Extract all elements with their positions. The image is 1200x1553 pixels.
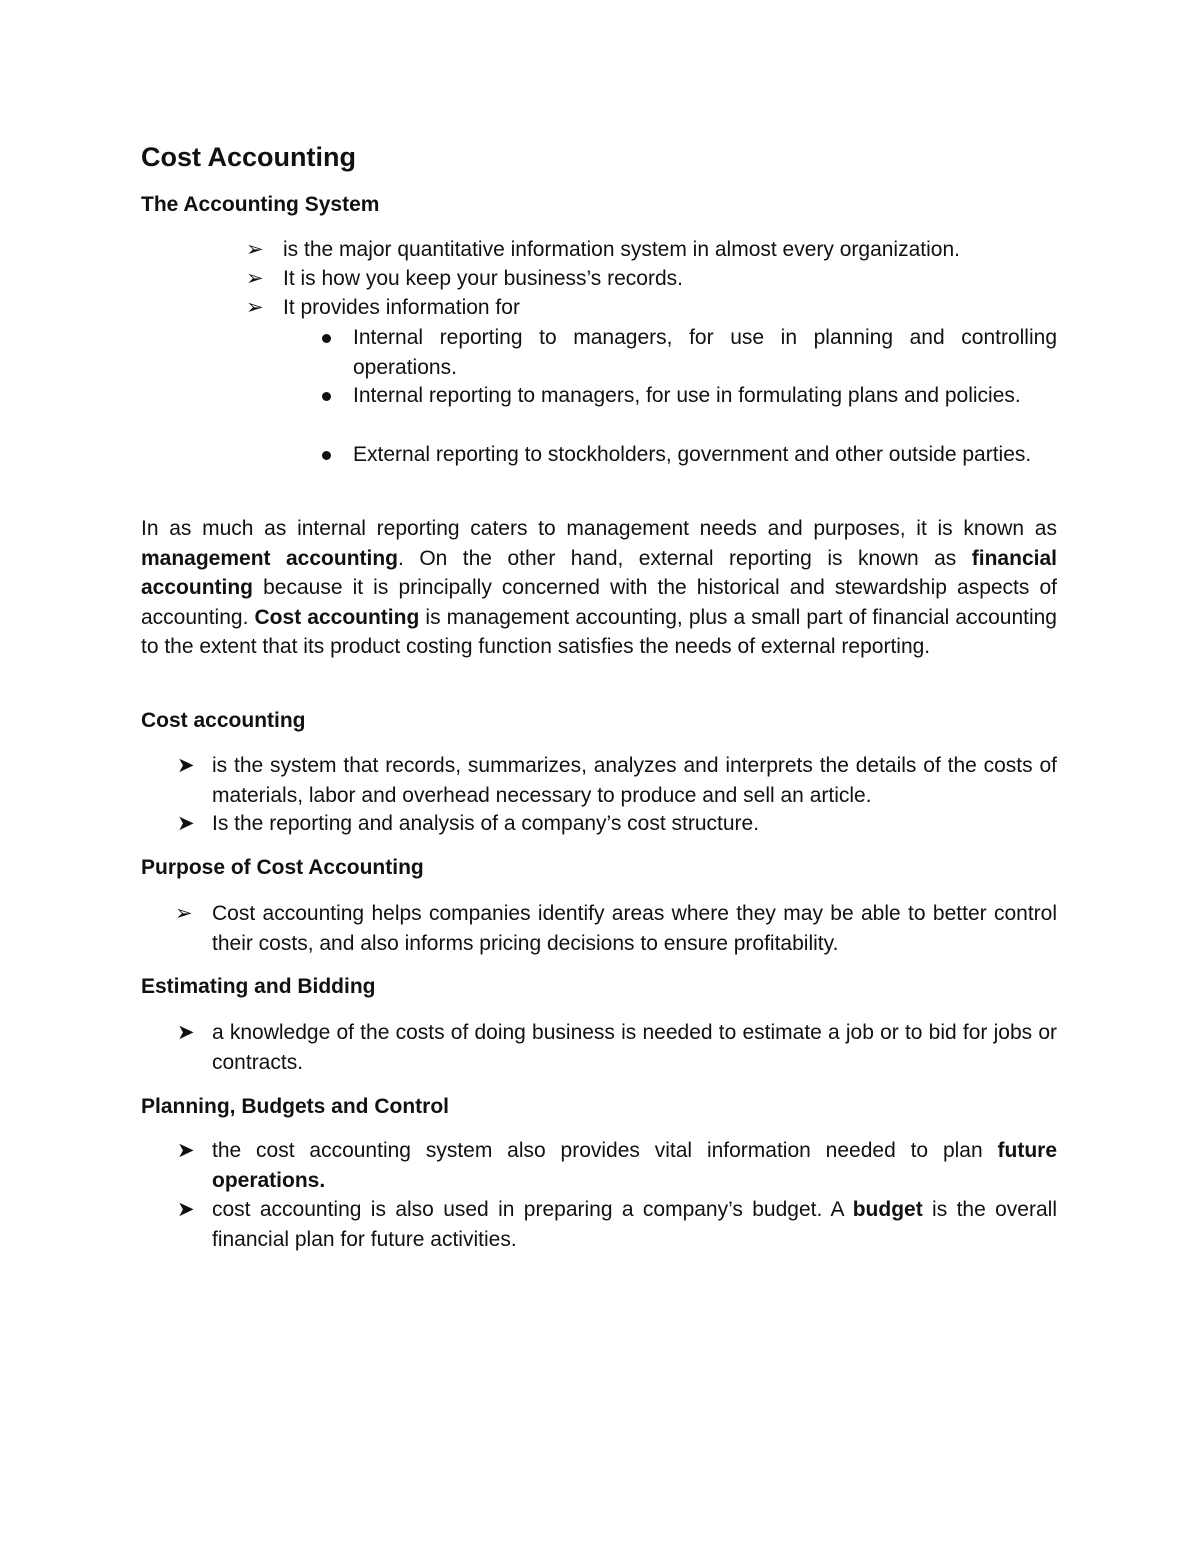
list-item: [177, 1018, 1057, 1077]
term-future-operations: future operations.: [212, 1139, 1057, 1192]
list-item-text: is the overall financial plan for future activities.: [212, 1198, 1057, 1251]
list-item-text: is the major quantitative information system in almost every organization.: [283, 238, 960, 261]
sub-list-item-text: Internal reporting to managers, for use in formulating plans and policies.: [353, 384, 1021, 407]
list-item: [177, 809, 760, 839]
term-cost-accounting: Cost accounting: [254, 605, 420, 629]
paragraph-text: . On the other hand, external reporting is known as: [398, 546, 972, 570]
list-item: [177, 751, 1057, 810]
arrow-bullet-icon: ➤: [177, 754, 195, 777]
sub-list-item: [353, 440, 1057, 470]
paragraph-text: because it is principally concerned with the historical and stewardship aspects of accounting.: [141, 576, 1057, 629]
section-heading-cost-accounting: Cost accounting: [141, 709, 306, 732]
sub-list-item-text: Internal reporting to managers, for use in planning and controlling operations.: [353, 326, 1057, 379]
arrow-bullet-icon: ➤: [177, 1139, 195, 1162]
bullet-dot-icon: [322, 451, 331, 460]
list-item: [175, 899, 1057, 958]
list-item: [177, 1195, 1057, 1254]
body-paragraph: [141, 514, 1057, 662]
list-item-text: is the system that records, summarizes, analyzes and interprets the details of the costs of materials, labor and overhead necessary to produce and sell an article.: [212, 754, 1057, 807]
term-financial-accounting: financial accounting: [141, 546, 1057, 600]
sub-list-item: [353, 381, 1057, 411]
term-budget: budget: [852, 1198, 923, 1221]
list-item: [246, 293, 520, 323]
arrow-bullet-icon: ➤: [177, 1021, 195, 1044]
section-heading-estimating: Estimating and Bidding: [141, 975, 376, 998]
list-item: [177, 1136, 1057, 1195]
arrow-bullet-icon: ➢: [246, 267, 264, 290]
arrow-bullet-icon: ➢: [246, 238, 264, 261]
list-item: [246, 264, 683, 294]
section-heading-planning: Planning, Budgets and Control: [141, 1095, 449, 1118]
paragraph-text: In as much as internal reporting caters to management needs and purposes, it is known as: [141, 517, 1057, 540]
list-item-text: cost accounting is also used in preparing a company’s budget. A: [212, 1198, 853, 1221]
paragraph-text: is management accounting, plus a small part of financial accounting to the extent that its product costing function satisfies the needs of external reporting.: [141, 605, 1057, 659]
list-item: [246, 235, 960, 265]
list-item-text: Cost accounting helps companies identify areas where they may be able to better control their costs, and also informs pricing decisions to ensure profitability.: [212, 902, 1057, 955]
bullet-dot-icon: [322, 392, 331, 401]
list-item-text: Is the reporting and analysis of a company’s cost structure.: [212, 812, 760, 835]
list-item-text: a knowledge of the costs of doing business is needed to estimate a job or to bid for jobs or contracts.: [212, 1021, 1057, 1074]
list-item-text: It provides information for: [283, 296, 520, 319]
bullet-dot-icon: [322, 334, 331, 343]
page-title: Cost Accounting: [141, 142, 356, 172]
sub-list-item-text: External reporting to stockholders, government and other outside parties.: [353, 443, 1032, 466]
arrow-bullet-icon: ➢: [246, 296, 264, 319]
section-heading-accounting-system: The Accounting System: [141, 193, 380, 216]
term-management-accounting: management accounting: [141, 546, 399, 570]
arrow-bullet-icon: ➢: [175, 902, 193, 925]
section-heading-purpose: Purpose of Cost Accounting: [141, 856, 424, 879]
sub-list-item: [353, 323, 1057, 382]
list-item-text: the cost accounting system also provides vital information needed to plan: [212, 1139, 998, 1162]
arrow-bullet-icon: ➤: [177, 1198, 195, 1221]
list-item-text: It is how you keep your business’s records.: [283, 267, 683, 290]
arrow-bullet-icon: ➤: [177, 812, 195, 835]
